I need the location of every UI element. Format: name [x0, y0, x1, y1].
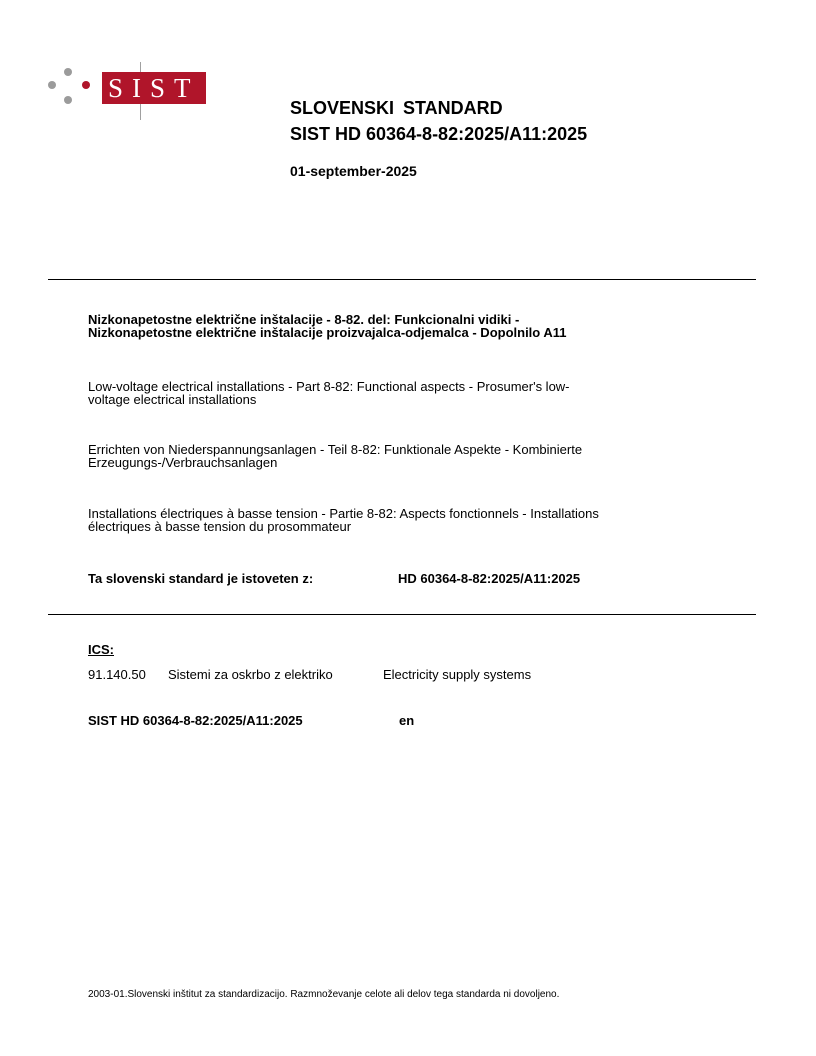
- german-title: [88, 443, 748, 469]
- german-title-line-1: Errichten von Niederspannungsanlagen - Teil 8-82: Funktionale Aspekte - Kombinierte: [88, 442, 583, 457]
- ics-english: Electricity supply systems: [383, 667, 532, 682]
- standard-date: 01-september-2025: [290, 163, 417, 179]
- identical-statement: [88, 571, 581, 586]
- standard-type: SLOVENSKI STANDARD: [290, 98, 503, 118]
- ics-row: [88, 667, 728, 683]
- reference-code: SIST HD 60364-8-82:2025/A11:2025: [88, 713, 303, 728]
- german-title-line-2: Erzeugungs-/Verbrauchsanlagen: [88, 455, 278, 470]
- copyright-footer: 2003-01.Slovenski inštitut za standardizacijo. Razmnoževanje celote ali delov tega standarda ni dovoljeno.: [88, 989, 560, 1000]
- english-title: [88, 380, 748, 406]
- slovenian-title: [88, 313, 748, 339]
- ics-slovenian: Sistemi za oskrbo z elektriko: [168, 667, 333, 682]
- logo-dot-icon: [48, 81, 56, 89]
- english-title-line-1: Low-voltage electrical installations - Part 8-82: Functional aspects - Prosumer's low-: [88, 379, 570, 394]
- sist-logo: [44, 62, 214, 124]
- french-title-line-2: électriques à basse tension du prosommateur: [88, 519, 352, 534]
- bottom-divider: [48, 614, 756, 615]
- logo-dot-icon: [64, 96, 72, 104]
- top-divider: [48, 279, 756, 280]
- reference-row: [88, 713, 488, 729]
- logo-dot-icon: [64, 68, 72, 76]
- slovenian-title-line-2: Nizkonapetostne električne inštalacije proizvajalca-odjemalca - Dopolnilo A11: [88, 325, 567, 340]
- ics-code: 91.140.50: [88, 667, 146, 682]
- reference-language: en: [399, 713, 415, 728]
- english-title-line-2: voltage electrical installations: [88, 392, 257, 407]
- standard-header: [290, 95, 587, 147]
- standard-code: SIST HD 60364-8-82:2025/A11:2025: [290, 124, 588, 144]
- slovenian-title-line-1: Nizkonapetostne električne inštalacije - 8-82. del: Funkcionalni vidiki -: [88, 312, 520, 327]
- french-title-line-1: Installations électriques à basse tension - Partie 8-82: Aspects fonctionnels - Installations: [88, 506, 599, 521]
- french-title: [88, 507, 748, 533]
- identical-value: HD 60364-8-82:2025/A11:2025: [398, 571, 581, 586]
- identical-label: Ta slovenski standard je istoveten z:: [88, 571, 314, 586]
- logo-wordmark: SIST: [102, 72, 206, 104]
- logo-dot-icon: [82, 81, 90, 89]
- ics-label: ICS:: [88, 642, 114, 657]
